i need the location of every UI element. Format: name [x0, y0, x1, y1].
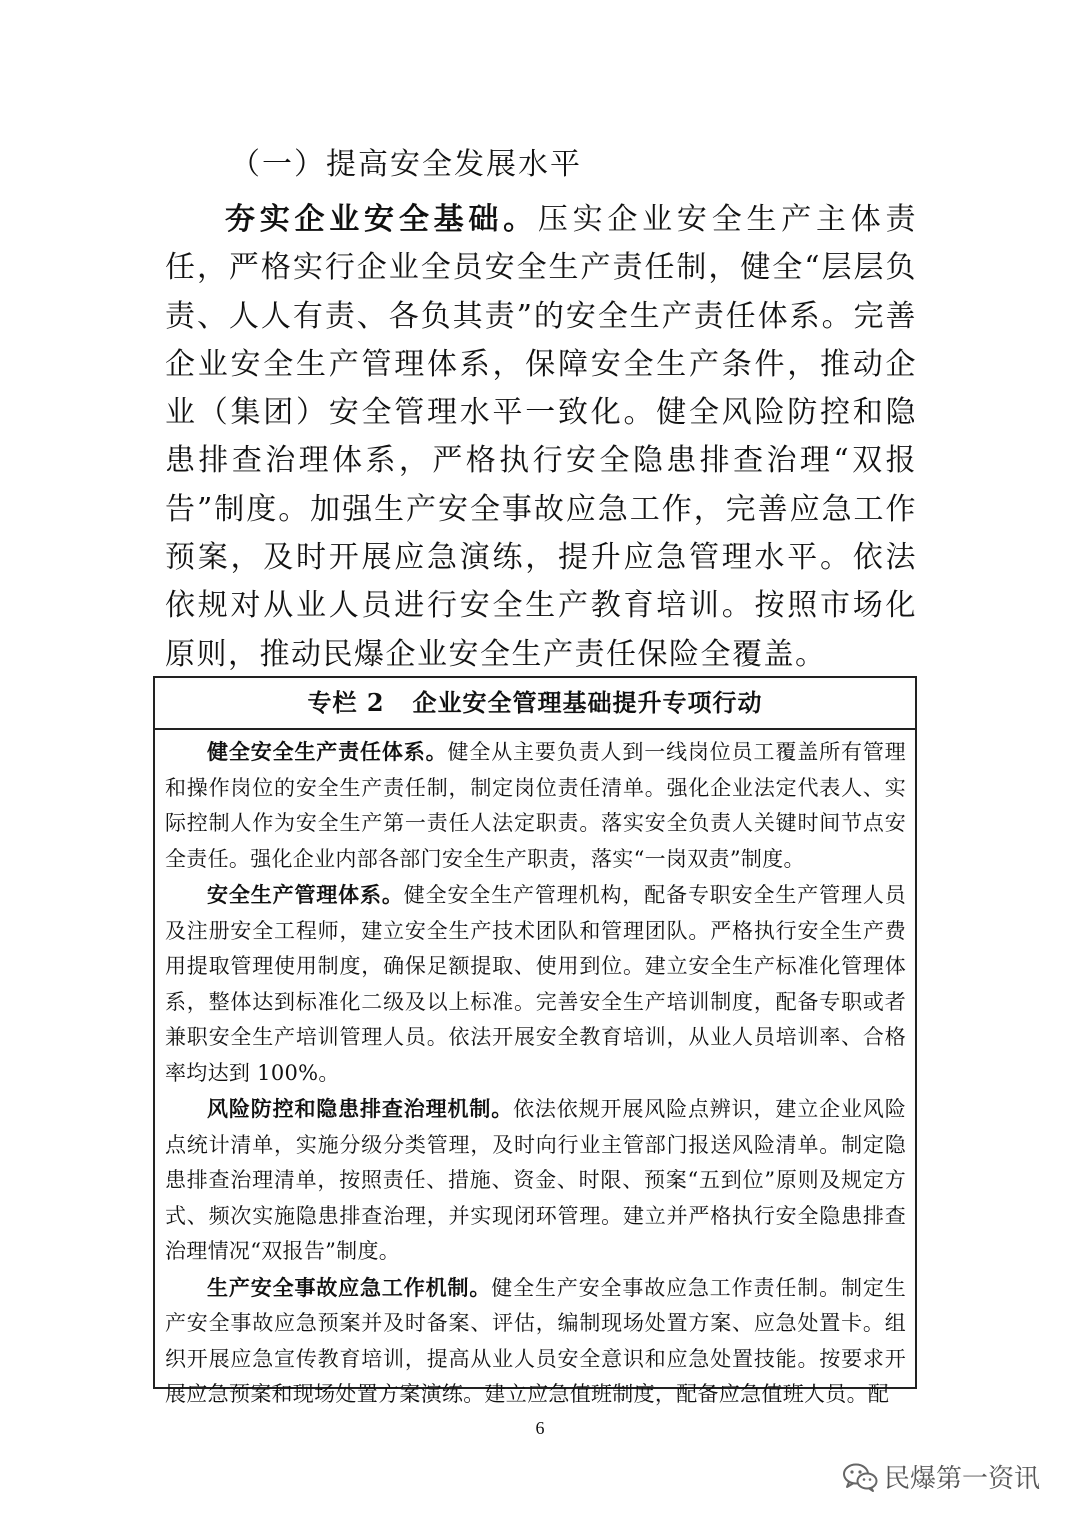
wechat-icon — [842, 1462, 878, 1492]
box-item-lead: 健全安全生产责任体系。 — [207, 739, 448, 764]
page-number: 6 — [535, 1418, 545, 1438]
section-heading: （一）提高安全发展水平 — [230, 147, 582, 182]
box-item-lead: 风险防控和隐患排查治理机制。 — [207, 1096, 514, 1121]
box-item-text: 依法依规开展风险点辨识，建立企业风险点统计清单，实施分级分类管理，及时向行业主管部门报送风险清单。制定隐患排查治理清单，按照责任、措施、资金、时限、预案“五到位”原则及规定方式、频次实施隐患排查治理，并实现闭环管理。建立并严格执行安全隐患排查治理情况“双报告”制度。 — [165, 1097, 906, 1263]
main-paragraph — [165, 196, 917, 679]
box-item-text: 健全从主要负责人到一线岗位员工覆盖所有管理和操作岗位的安全生产责任制，制定岗位责任清单。强化企业法定代表人、实际控制人作为安全生产第一责任人法定职责。落实安全负责人关键时间节点安全责任。强化企业内部各部门安全生产职责，落实“一岗双责”制度。 — [165, 740, 906, 871]
box-item-lead: 生产安全事故应急工作机制。 — [207, 1274, 492, 1300]
box-item-lead: 安全生产管理体系。 — [207, 882, 404, 907]
column-box-title-text: 企业安全管理基础提升专项行动 — [412, 688, 763, 717]
column-box-body — [155, 730, 915, 1413]
column-box-title — [155, 678, 915, 730]
watermark — [842, 1458, 1040, 1495]
main-paragraph-text: 压实企业安全生产主体责任，严格实行企业全员安全生产责任制，健全“层层负责、人人有责、各负其责”的安全生产责任体系。完善企业安全生产管理体系，保障安全生产条件，推动企业（集团）安全管理水平一致化。健全风险防控和隐患排查治理体系，严格执行安全隐患排查治理“双报告”制度。加强生产安全事故应急工作，完善应急工作预案，及时开展应急演练，提升应急管理水平。依法依规对从业人员进行安全生产教育培训。按照市场化原则，推动民爆企业安全生产责任保险全覆盖。 — [165, 202, 918, 672]
box-item — [165, 734, 906, 877]
watermark-text: 民爆第一资讯 — [884, 1464, 1041, 1494]
box-item-text: 健全安全生产管理机构，配备专职安全生产管理人员及注册安全工程师，建立安全生产技术团队和管理团队。严格执行安全生产费用提取管理使用制度，确保足额提取、使用到位。建立安全生产标准化管理体系，整体达到标准化二级及以上标准。完善安全生产培训制度，配备专职或者兼职安全生产培训管理人员。依法开展安全教育培训，从业人员培训率、合格率均达到 100%。 — [165, 883, 906, 1085]
box-item — [165, 1091, 906, 1270]
box-item-text: 健全生产安全事故应急工作责任制。制定生产安全事故应急预案并及时备案、评估，编制现场处置方案、应急处置卡。组织开展应急宣传教育培训，提高从业人员安全意识和应急处置技能。按要求开展应急预案和现场处置方案演练。建立应急值班制度，配备应急值班人员。配 — [165, 1275, 906, 1406]
main-paragraph-lead: 夯实企业安全基础。 — [225, 202, 538, 237]
box-item — [165, 1270, 906, 1413]
column-box-label: 专栏 2 — [307, 688, 385, 717]
column-box — [153, 676, 917, 1406]
box-item — [165, 877, 906, 1091]
